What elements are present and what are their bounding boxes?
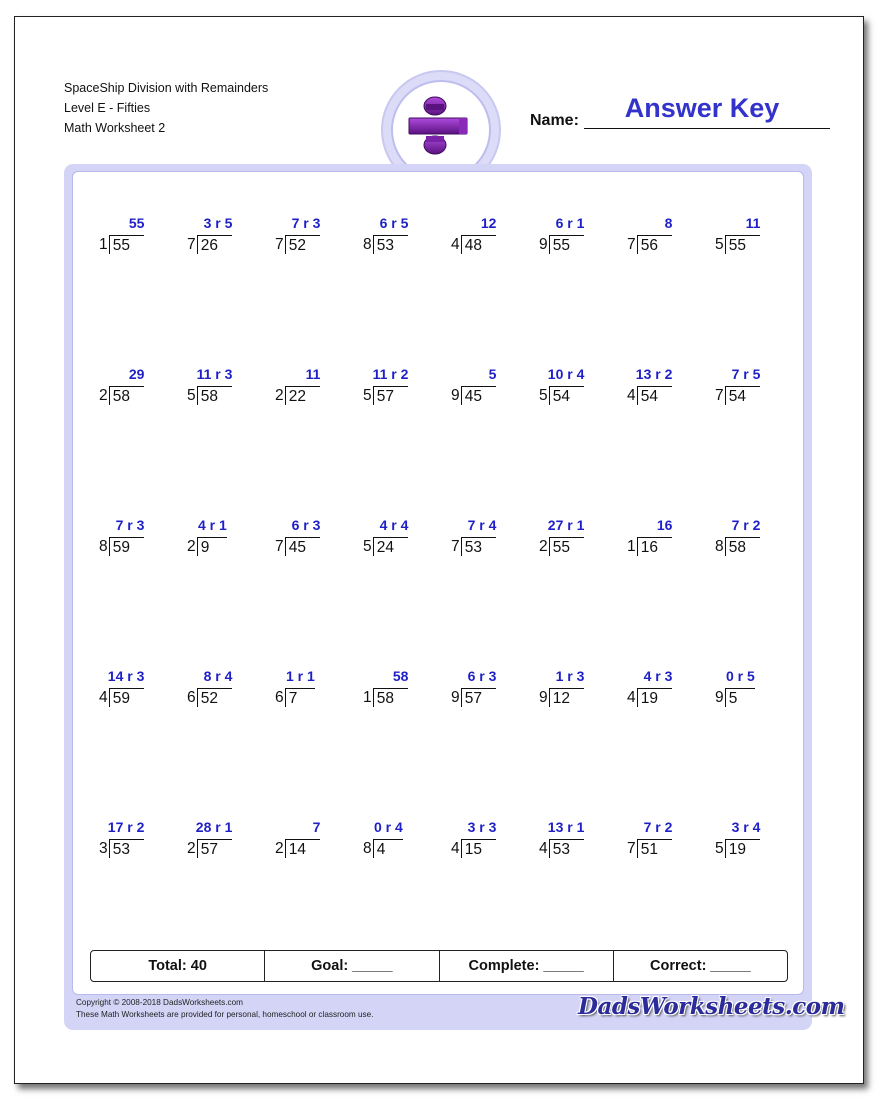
copyright-text: Copyright © 2008-2018 DadsWorksheets.com [76, 998, 243, 1007]
worksheet-level: Level E - Fifties [64, 101, 151, 115]
dividend: 24 [373, 537, 409, 556]
answer: 17 r 2 [107, 819, 145, 835]
dividend: 9 [197, 537, 227, 556]
answer: 7 r 3 [115, 517, 145, 533]
dividend: 19 [637, 688, 673, 707]
dividend: 45 [285, 537, 321, 556]
divisor: 9 [451, 689, 460, 706]
answer: 7 [312, 819, 321, 835]
divisor: 4 [627, 689, 636, 706]
answer: 0 r 4 [373, 819, 403, 835]
dividend: 55 [549, 235, 585, 254]
dividend: 12 [549, 688, 585, 707]
answer: 16 [656, 517, 673, 533]
answer: 7 r 2 [643, 819, 673, 835]
answer: 6 r 3 [467, 668, 497, 684]
dividend: 59 [109, 537, 145, 556]
divisor: 4 [99, 689, 108, 706]
answer: 55 [128, 215, 145, 231]
divisor: 7 [715, 387, 724, 404]
dividend: 52 [197, 688, 233, 707]
answer: 3 r 3 [467, 819, 497, 835]
divisor: 2 [187, 538, 196, 555]
answer: 4 r 4 [379, 517, 409, 533]
divisor: 2 [275, 387, 284, 404]
dividend: 55 [109, 235, 145, 254]
divisor: 5 [715, 236, 724, 253]
answer: 11 [745, 215, 761, 231]
divisor: 7 [187, 236, 196, 253]
worksheet-number: Math Worksheet 2 [64, 121, 166, 135]
divisor: 2 [539, 538, 548, 555]
answer: 1 r 1 [285, 668, 315, 684]
dividend: 7 [285, 688, 315, 707]
answer: 13 r 2 [635, 366, 673, 382]
dividend: 58 [725, 537, 761, 556]
dividend: 14 [285, 839, 321, 858]
answer: 12 [480, 215, 497, 231]
divisor: 6 [187, 689, 196, 706]
answer: 6 r 3 [291, 517, 321, 533]
divisor: 2 [187, 840, 196, 857]
divisor: 4 [451, 840, 460, 857]
answer: 8 r 4 [203, 668, 233, 684]
divisor: 4 [627, 387, 636, 404]
answer: 3 r 5 [203, 215, 233, 231]
dividend: 15 [461, 839, 497, 858]
divisor: 6 [275, 689, 284, 706]
usage-note: These Math Worksheets are provided for personal, homeschool or classroom use. [76, 1010, 374, 1019]
dividend: 57 [461, 688, 497, 707]
dividend: 54 [725, 386, 761, 405]
answer: 28 r 1 [195, 819, 233, 835]
answer: 4 r 3 [643, 668, 673, 684]
divisor: 9 [539, 236, 548, 253]
answer: 14 r 3 [107, 668, 145, 684]
divisor: 9 [715, 689, 724, 706]
answer: 7 r 3 [291, 215, 321, 231]
dividend: 58 [197, 386, 233, 405]
answer: 10 r 4 [547, 366, 585, 382]
divisor: 8 [99, 538, 108, 555]
divisor: 4 [539, 840, 548, 857]
divisor: 7 [275, 538, 284, 555]
divisor: 7 [275, 236, 284, 253]
divisor: 2 [275, 840, 284, 857]
answer: 6 r 5 [379, 215, 409, 231]
answer: 6 r 1 [555, 215, 585, 231]
divisor: 8 [363, 840, 372, 857]
answer: 4 r 1 [197, 517, 227, 533]
answer-key-text: Answer Key [624, 93, 780, 123]
score-complete[interactable]: Complete: _____ [440, 951, 614, 981]
dividend: 48 [461, 235, 497, 254]
answer: 5 [488, 366, 497, 382]
divisor: 5 [363, 538, 372, 555]
divisor: 5 [539, 387, 548, 404]
answer: 11 [305, 366, 321, 382]
dividend: 56 [637, 235, 673, 254]
dividend: 55 [725, 235, 761, 254]
answer: 7 r 5 [731, 366, 761, 382]
dividend: 55 [549, 537, 585, 556]
divisor: 9 [539, 689, 548, 706]
answer: 29 [128, 366, 145, 382]
answer: 3 r 4 [731, 819, 761, 835]
divisor: 5 [363, 387, 372, 404]
divisor: 8 [715, 538, 724, 555]
divisor: 4 [451, 236, 460, 253]
dividend: 54 [637, 386, 673, 405]
worksheet-title: SpaceShip Division with Remainders [64, 81, 269, 95]
divisor: 9 [451, 387, 460, 404]
dividend: 22 [285, 386, 321, 405]
brand-logo[interactable]: DadsWorksheets.com [578, 993, 845, 1020]
score-goal[interactable]: Goal: _____ [265, 951, 439, 981]
dividend: 54 [549, 386, 585, 405]
answer: 13 r 1 [547, 819, 585, 835]
answer: 11 r 3 [196, 366, 233, 382]
dividend: 45 [461, 386, 497, 405]
dividend: 58 [109, 386, 145, 405]
dividend: 4 [373, 839, 403, 858]
answer: 7 r 2 [731, 517, 761, 533]
answer: 7 r 4 [467, 517, 497, 533]
divisor: 1 [363, 689, 372, 706]
divisor: 2 [99, 387, 108, 404]
divisor: 8 [363, 236, 372, 253]
answer: 0 r 5 [725, 668, 755, 684]
dividend: 19 [725, 839, 761, 858]
dividend: 5 [725, 688, 755, 707]
name-label: Name: [530, 112, 579, 129]
dividend: 53 [549, 839, 585, 858]
dividend: 51 [637, 839, 673, 858]
dividend: 57 [197, 839, 233, 858]
dividend: 26 [197, 235, 233, 254]
dividend: 52 [285, 235, 321, 254]
answer: 11 r 2 [372, 366, 409, 382]
answer: 1 r 3 [555, 668, 585, 684]
score-correct[interactable]: Correct: _____ [650, 958, 751, 974]
dividend: 57 [373, 386, 409, 405]
dividend: 53 [461, 537, 497, 556]
dividend: 58 [373, 688, 409, 707]
dividend: 16 [637, 537, 673, 556]
dividend: 53 [109, 839, 145, 858]
divisor: 7 [627, 840, 636, 857]
dividend: 53 [373, 235, 409, 254]
divisor: 5 [187, 387, 196, 404]
divisor: 7 [451, 538, 460, 555]
answer: 8 [664, 215, 673, 231]
answer: 58 [392, 668, 409, 684]
dividend: 59 [109, 688, 145, 707]
score-total: Total: 40 [91, 951, 265, 981]
divisor: 5 [715, 840, 724, 857]
divisor: 1 [99, 236, 108, 253]
answer: 27 r 1 [547, 517, 585, 533]
divisor: 1 [627, 538, 636, 555]
divisor: 7 [627, 236, 636, 253]
divisor: 3 [99, 840, 108, 857]
